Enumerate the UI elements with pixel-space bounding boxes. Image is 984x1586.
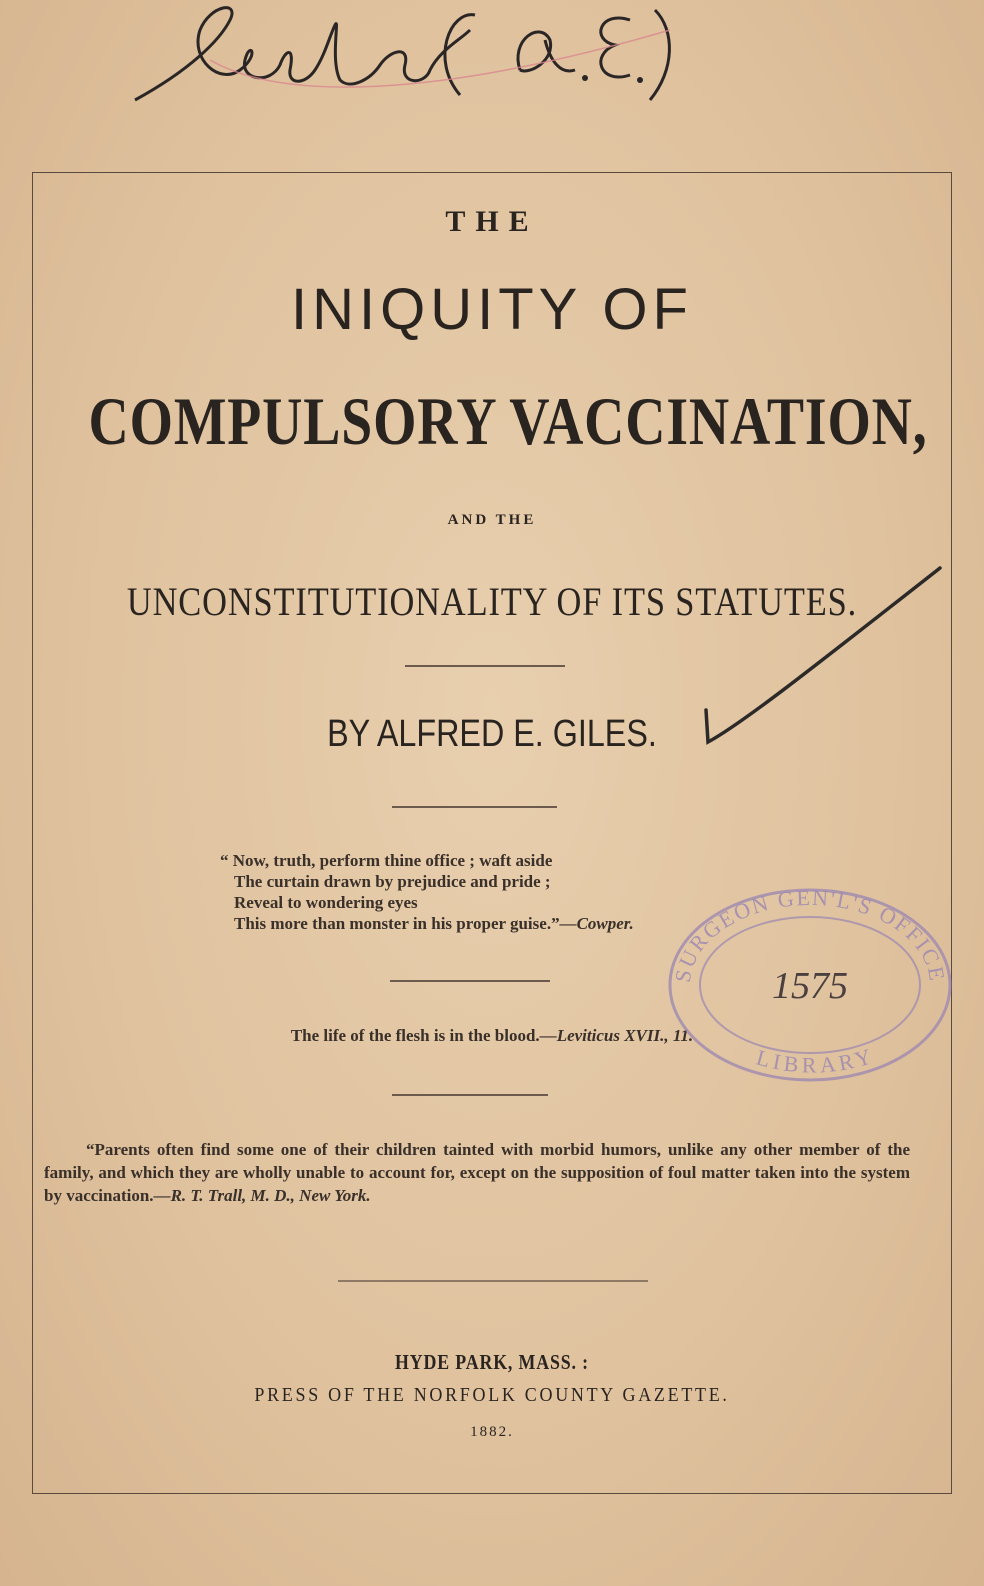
- handwritten-signature: [130, 0, 690, 110]
- imprint-press: PRESS OF THE NORFOLK COUNTY GAZETTE.: [254, 1384, 730, 1406]
- author-line: BY ALFRED E. GILES.: [327, 713, 657, 755]
- stamp-bottom-text: LIBRARY: [753, 1042, 879, 1078]
- divider-4: [392, 1094, 548, 1096]
- divider-2: [392, 806, 557, 808]
- signature-text: Giles (A.E.): [130, 0, 135, 1]
- page-border: [32, 172, 952, 1494]
- divider-3: [390, 980, 550, 982]
- title-and-the: AND THE: [447, 512, 537, 528]
- quote-source: —R. T. Trall, M. D., New York.: [153, 1186, 371, 1205]
- epigraph-line-1: “ Now, truth, perform thine office ; waft aside: [220, 851, 553, 870]
- title-line-1: INIQUITY OF: [291, 277, 693, 342]
- divider-1: [405, 665, 565, 667]
- title-line-3: UNCONSTITUTIONALITY OF ITS STATUTES.: [126, 579, 858, 624]
- stamp-top-text: SURGEON GEN'L'S OFFICE: [669, 884, 951, 985]
- stamp-number: 1575: [772, 965, 848, 1007]
- epigraph: [220, 850, 634, 934]
- epigraph-attribution: —Cowper.: [559, 914, 634, 933]
- imprint-place: HYDE PARK, MASS. :: [395, 1350, 589, 1374]
- leviticus-text: The life of the flesh is in the blood.: [290, 1026, 540, 1045]
- title-line-2: COMPULSORY VACCINATION,: [88, 383, 928, 459]
- epigraph-line-3: Reveal to wondering eyes: [234, 893, 418, 912]
- leviticus-source: —Leviticus XVII., 11.: [539, 1026, 694, 1045]
- epigraph-line-4: This more than monster in his proper guise.”: [234, 914, 560, 933]
- imprint-year: 1882.: [470, 1424, 514, 1440]
- quote-text: “Parents often find some one of their children tainted with morbid humors, unlike any other member of the family, and which they are wholly unable to account for, except on the supposition of foul matter taken into the system by vaccination.: [44, 1140, 910, 1205]
- title-the: THE: [445, 205, 539, 238]
- epigraph-line-2: The curtain drawn by prejudice and pride ;: [234, 872, 551, 891]
- library-stamp: [660, 880, 960, 1090]
- trall-quote: [44, 1138, 910, 1207]
- divider-5: [338, 1280, 648, 1282]
- checkmark-mark: [700, 560, 950, 760]
- epigraph-line-4-wrap: [220, 913, 634, 934]
